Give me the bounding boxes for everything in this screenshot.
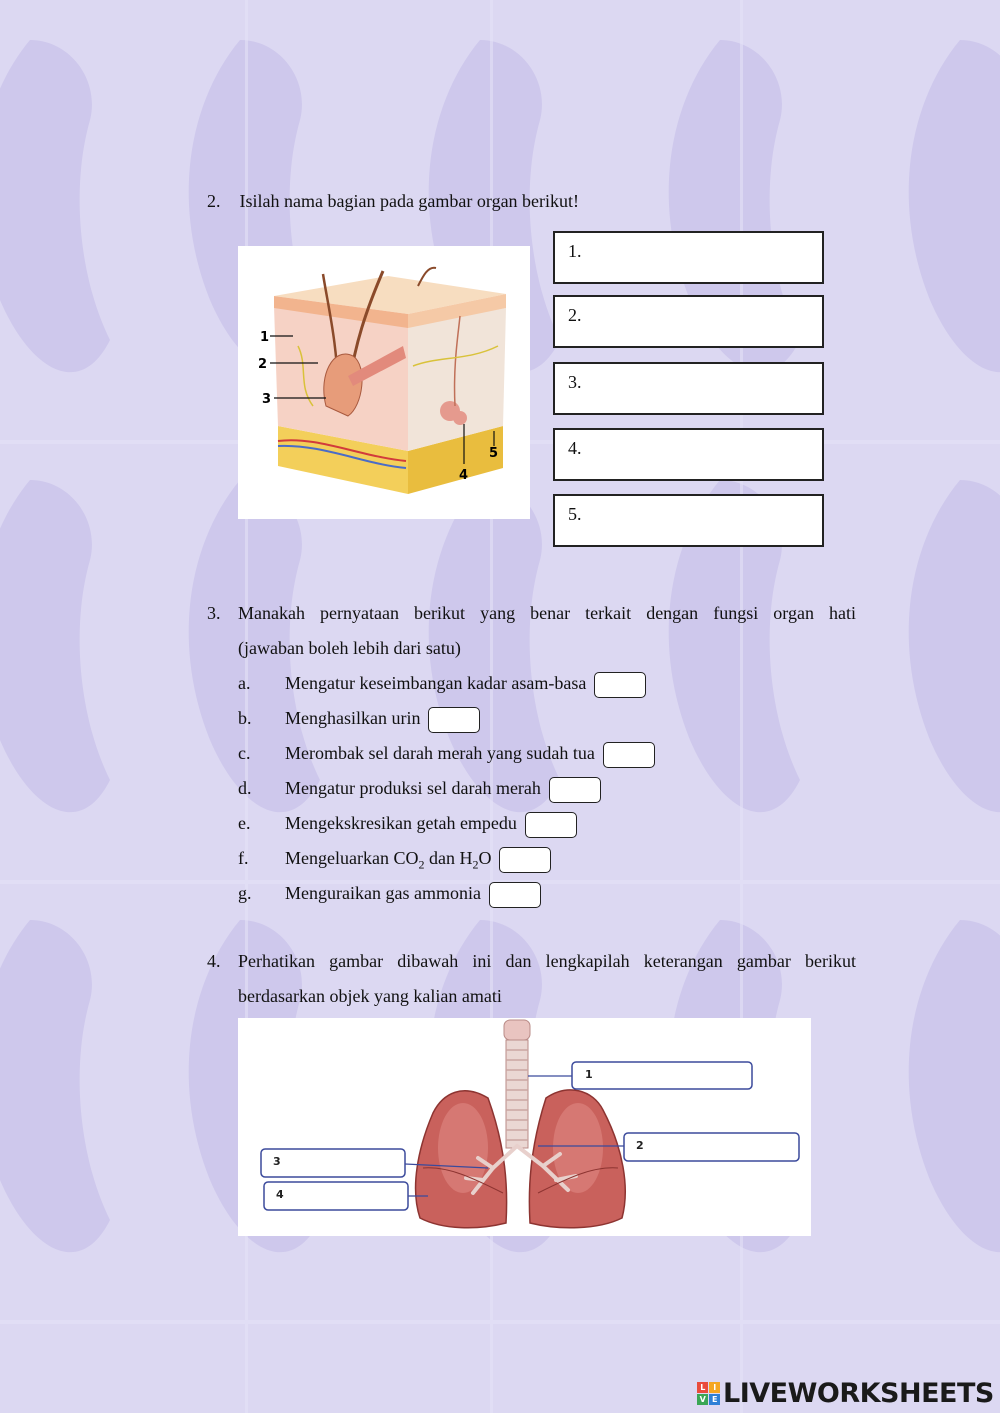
skin-label-5: 5 (489, 446, 499, 461)
question-3-prompt-line2: (jawaban boleh lebih dari satu) (238, 638, 461, 658)
option-a-checkbox[interactable] (594, 672, 646, 698)
option-d (238, 773, 601, 803)
question-2-title (207, 188, 579, 214)
skin-diagram (238, 246, 530, 519)
option-g (238, 878, 541, 908)
answer-box-1[interactable] (553, 231, 824, 284)
option-e (238, 808, 577, 838)
option-f-text-suffix: O (478, 848, 492, 868)
option-c-text: Merombak sel darah merah yang sudah tua (285, 743, 595, 763)
question-4-prompt-line2: berdasarkan objek yang kalian amati (238, 986, 502, 1006)
question-4-prompt (238, 944, 856, 1014)
option-e-letter: e. (238, 813, 251, 833)
option-f-sub1: 2 (418, 857, 425, 872)
answer-box-5[interactable] (553, 494, 824, 547)
question-2-number: 2. (207, 191, 221, 211)
option-c (238, 738, 655, 768)
answer-box-2[interactable] (553, 295, 824, 348)
logo-tile-e: E (709, 1394, 720, 1405)
option-f-letter: f. (238, 848, 249, 868)
lung-label-1: 1 (585, 1068, 593, 1081)
option-b-letter: b. (238, 708, 252, 728)
logo-tiles (697, 1382, 720, 1405)
logo-brand-text: LIVEWORKSHEETS (723, 1378, 994, 1409)
question-4-number: 4. (207, 951, 221, 971)
option-b (238, 703, 480, 733)
option-a (238, 668, 646, 698)
question-2-prompt: Isilah nama bagian pada gambar organ berikut! (239, 191, 580, 211)
option-f-checkbox[interactable] (499, 847, 551, 873)
option-c-letter: c. (238, 743, 251, 763)
lung-label-3: 3 (273, 1155, 281, 1168)
question-3-prompt (238, 596, 856, 666)
answer-box-3[interactable] (553, 362, 824, 415)
skin-label-1: 1 (260, 330, 270, 345)
option-f-text (285, 848, 492, 872)
question-3-number: 3. (207, 603, 221, 623)
liveworksheets-logo (697, 1378, 994, 1409)
option-f-sub2: 2 (472, 857, 479, 872)
option-c-checkbox[interactable] (603, 742, 655, 768)
option-f-text-prefix: Mengeluarkan CO (285, 848, 419, 868)
option-d-text: Mengatur produksi sel darah merah (285, 778, 541, 798)
question-4-prompt-line1: Perhatikan gambar dibawah ini dan lengkapilah keterangan gambar berikut (238, 951, 856, 971)
option-a-letter: a. (238, 673, 251, 693)
lung-diagram (238, 1018, 811, 1236)
answer-box-4-label: 4. (568, 438, 582, 458)
logo-tile-v: V (697, 1394, 708, 1405)
skin-label-4: 4 (459, 468, 469, 483)
skin-label-3: 3 (262, 392, 272, 407)
option-e-checkbox[interactable] (525, 812, 577, 838)
answer-box-2-label: 2. (568, 305, 582, 325)
option-d-checkbox[interactable] (549, 777, 601, 803)
logo-tile-i: I (709, 1382, 720, 1393)
lung-label-2: 2 (636, 1139, 644, 1152)
option-d-letter: d. (238, 778, 252, 798)
lung-label-4: 4 (276, 1188, 284, 1201)
option-g-text: Menguraikan gas ammonia (285, 883, 481, 903)
answer-box-5-label: 5. (568, 504, 582, 524)
answer-box-3-label: 3. (568, 372, 582, 392)
option-f (238, 843, 551, 873)
answer-box-1-label: 1. (568, 241, 582, 261)
skin-label-2: 2 (258, 357, 268, 372)
answer-box-4[interactable] (553, 428, 824, 481)
question-3-prompt-line1: Manakah pernyataan berikut yang benar terkait dengan fungsi organ hati (238, 603, 856, 623)
option-e-text: Mengekskresikan getah empedu (285, 813, 517, 833)
option-a-text: Mengatur keseimbangan kadar asam-basa (285, 673, 587, 693)
logo-tile-l: L (697, 1382, 708, 1393)
option-g-letter: g. (238, 883, 252, 903)
option-b-text: Menghasilkan urin (285, 708, 421, 728)
option-g-checkbox[interactable] (489, 882, 541, 908)
option-f-text-mid: dan H (424, 848, 473, 868)
option-b-checkbox[interactable] (428, 707, 480, 733)
